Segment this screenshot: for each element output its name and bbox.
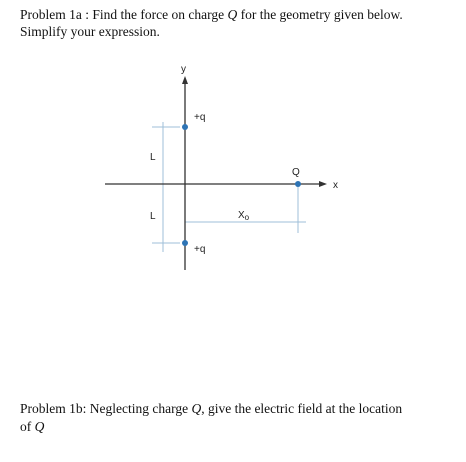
distance-upper-label: L (150, 152, 156, 163)
distance-x-subscript: o (244, 213, 250, 222)
charge-top-dot (182, 124, 188, 130)
problem-1a-suffix: for the geometry given below. (237, 7, 403, 22)
y-axis-label: y (181, 64, 186, 75)
x-axis-label: x (333, 180, 338, 191)
y-axis-arrow-icon (182, 76, 188, 84)
problem-1a-instruction: Simplify your expression. (20, 24, 160, 39)
charge-q-dot (295, 181, 301, 187)
problem-1b-statement (20, 400, 402, 418)
x-axis-arrow-icon (319, 181, 327, 187)
problem-1b-prefix: Problem 1b: Neglecting charge (20, 401, 192, 416)
distance-lower-label: L (150, 211, 156, 222)
charge-bottom-label: +q (194, 244, 206, 255)
dimension-lines (152, 122, 306, 252)
charge-q-label: Q (292, 167, 300, 178)
problem-1b-suffix: , give the electric field at the location (201, 401, 403, 416)
problem-1b-line2-prefix: of (20, 419, 35, 434)
problem-1a-prefix: Problem 1a : Find the force on charge (20, 7, 228, 22)
charge-top-label: +q (194, 112, 206, 123)
distance-x-base: X (238, 210, 245, 221)
charge-symbol: Q (191, 401, 202, 416)
problem-1b-continuation (20, 418, 44, 436)
distance-x-label (238, 210, 250, 222)
charge-symbol: Q (227, 7, 238, 22)
charge-symbol: Q (34, 419, 45, 434)
charge-bottom-dot (182, 240, 188, 246)
